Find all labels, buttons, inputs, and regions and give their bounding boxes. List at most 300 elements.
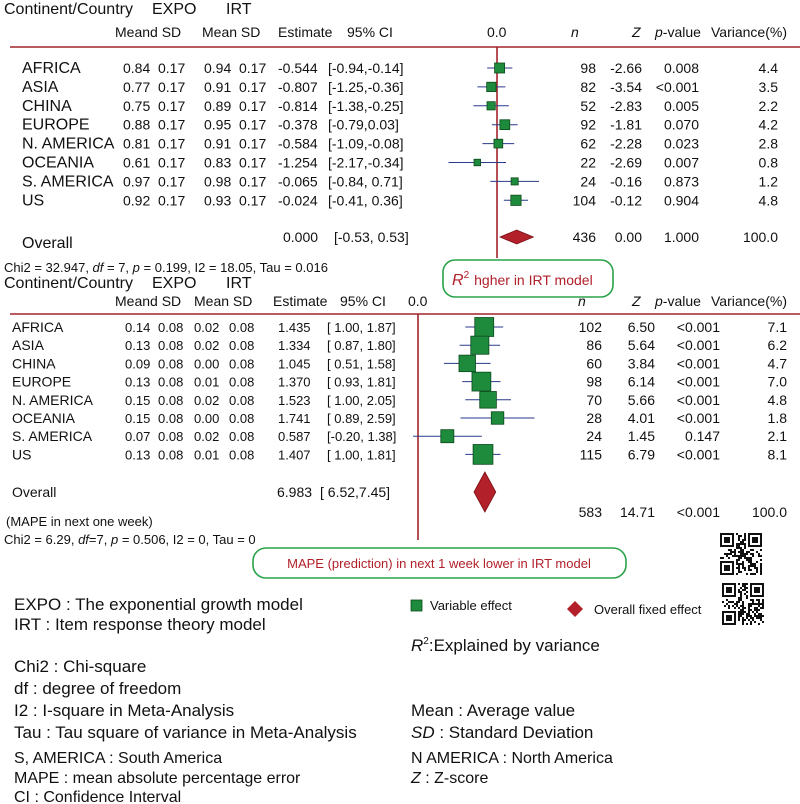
qr-module xyxy=(754,565,756,567)
qr-module xyxy=(744,583,746,585)
p1-row-5-estimate: -1.254 xyxy=(278,154,318,171)
p2-row-0-sd1: 0.08 xyxy=(158,320,184,335)
p1-row-1-variance: 3.5 xyxy=(758,78,778,95)
p1-row-4-z: -2.28 xyxy=(610,135,642,152)
p1-overall-label: Overall xyxy=(22,235,73,252)
p2-row-3-sd2: 0.08 xyxy=(229,374,255,390)
p2-row-1-n: 86 xyxy=(586,337,602,354)
p1-row-5-mean2: 0.83 xyxy=(204,154,232,171)
qr-module xyxy=(746,615,748,617)
qr-module xyxy=(740,551,742,553)
p1-header-model1: EXPO xyxy=(152,1,197,18)
glossary-expo: EXPO : The exponential growth model xyxy=(14,595,303,614)
p2-row-3-label: EUROPE xyxy=(12,373,72,390)
qr-module xyxy=(752,619,754,621)
p2-row-1-mean1: 0.13 xyxy=(125,338,151,354)
p2-row-6-estimate: 0.587 xyxy=(278,429,311,445)
qr-module xyxy=(738,567,740,569)
p1-stats-p: p xyxy=(132,260,140,275)
p1-row-2-sd2: 0.17 xyxy=(239,97,267,114)
qr-module xyxy=(758,553,760,555)
p2-row-1-ci: [ 0.87, 1.80] xyxy=(327,338,396,354)
qr-module xyxy=(760,571,762,573)
p2-rows xyxy=(12,318,787,465)
qr-module xyxy=(746,613,748,615)
p1-row-2-mean2: 0.89 xyxy=(204,97,232,114)
p1-row-2-p: 0.005 xyxy=(663,97,699,114)
p1-row-3-effect-marker xyxy=(500,120,510,130)
qr-module xyxy=(730,551,732,553)
qr-module xyxy=(760,565,762,567)
p1-stats-mid2: = 0.199, I2 = 18.05, Tau = 0.016 xyxy=(139,260,328,275)
qr-module xyxy=(750,557,752,559)
qr-module xyxy=(754,607,756,609)
p1-row-0-variance: 4.4 xyxy=(758,60,778,76)
p1-header-p-suffix: -value xyxy=(662,24,701,40)
qr-module xyxy=(750,573,752,575)
p1-row-3-label: EUROPE xyxy=(22,116,90,134)
qr-module xyxy=(752,563,754,565)
qr-module xyxy=(738,601,740,603)
legend-r2-sup: 2 xyxy=(423,636,429,647)
p1-row-6-p: 0.873 xyxy=(663,173,699,190)
p2-note: (MAPE in next one week) xyxy=(6,514,153,529)
p2-row-3-p: <0.001 xyxy=(676,373,720,390)
p1-row-7-estimate: -0.024 xyxy=(278,192,318,209)
qr-module xyxy=(738,583,740,585)
qr-module xyxy=(752,555,754,557)
p1-overall-p: 1.000 xyxy=(663,229,699,245)
qr-module xyxy=(748,609,750,611)
qr-module xyxy=(756,617,758,619)
p2-overall-variance: 100.0 xyxy=(751,504,787,520)
p1-row-3-estimate: -0.378 xyxy=(278,116,318,133)
p2-row-4-effect-marker xyxy=(480,391,497,408)
p2-row-6-mean1: 0.07 xyxy=(125,429,151,445)
p2-row-3-estimate: 1.370 xyxy=(278,374,311,390)
p2-overall-diamond-group xyxy=(474,472,496,512)
qr-module xyxy=(760,615,762,617)
qr-module xyxy=(730,601,732,603)
legend-r2-text: :Explained by variance xyxy=(428,636,600,655)
qr-module xyxy=(738,597,740,599)
p2-row-1-variance: 6.2 xyxy=(767,337,787,354)
p2-row-2-estimate: 1.045 xyxy=(278,356,311,372)
qr-module xyxy=(760,603,762,605)
p1-row-2-n: 52 xyxy=(580,97,596,114)
p1-row-3-sd2: 0.17 xyxy=(239,116,267,133)
p2-row-1-sd2: 0.08 xyxy=(229,338,255,354)
qr-module xyxy=(738,559,740,561)
p1-row-0-p: 0.008 xyxy=(663,60,699,76)
qr-module xyxy=(750,569,752,571)
qr-module xyxy=(736,603,738,605)
qr-module xyxy=(728,601,730,603)
p1-row-4-estimate: -0.584 xyxy=(278,135,318,152)
qr-module xyxy=(746,573,748,575)
qr-module xyxy=(732,551,734,553)
qr-module xyxy=(742,611,744,613)
qr-module xyxy=(742,561,744,563)
p2-row-1-effect-marker xyxy=(471,336,489,354)
qr-module xyxy=(754,621,756,623)
p1-row-0-effect-marker xyxy=(495,63,505,73)
p2-row-7-z: 6.79 xyxy=(627,446,655,463)
qr-module xyxy=(738,545,740,547)
p1-row-5-sd1: 0.17 xyxy=(158,154,186,171)
qr-module xyxy=(746,597,748,599)
glossary-s-america: S, AMERICA : South America xyxy=(14,750,223,767)
qr-module xyxy=(762,615,764,617)
p2-overall-z: 14.71 xyxy=(619,504,655,520)
p2-row-3-ci: [ 0.93, 1.81] xyxy=(327,374,396,390)
glossary-sd xyxy=(411,723,593,742)
p1-row-1-effect-marker xyxy=(487,82,496,91)
qr-module xyxy=(738,607,740,609)
qr-module xyxy=(744,557,746,559)
qr-module xyxy=(750,623,752,625)
p2-row-3-n: 98 xyxy=(586,373,602,390)
p2-row-4-ci: [ 1.00, 2.05] xyxy=(327,392,396,408)
qr-module xyxy=(734,607,736,609)
qr-module xyxy=(744,535,746,537)
p2-row-0-sd2: 0.08 xyxy=(229,320,255,335)
qr-module xyxy=(736,559,738,561)
qr-module xyxy=(758,555,760,557)
p1-row-3-mean1: 0.88 xyxy=(123,116,151,133)
qr-module xyxy=(750,561,752,563)
p2-row-6-label: S. AMERICA xyxy=(12,428,93,445)
p2-row-1-z: 5.64 xyxy=(627,337,655,354)
qr-module xyxy=(742,623,744,625)
qr-module xyxy=(758,623,760,625)
p2-row-6-ci: [-0.20, 1.38] xyxy=(327,429,397,445)
glossary-mean: Mean : Average value xyxy=(411,701,576,720)
p1-row-4-effect-marker xyxy=(494,139,503,148)
p2-overall-p: <0.001 xyxy=(676,504,720,520)
p2-row-5-p: <0.001 xyxy=(676,410,720,426)
p1-row-1-ci: [-1.25,-0.36] xyxy=(328,78,404,95)
p2-row-3-mean2: 0.01 xyxy=(194,374,220,390)
qr-module xyxy=(742,563,744,565)
p1-header-model2: IRT xyxy=(226,1,252,18)
p2-row-6-p: 0.147 xyxy=(684,428,720,445)
p2-row-4-variance: 4.8 xyxy=(767,391,787,408)
qr-module xyxy=(756,599,758,601)
p2-overall-ci: [ 6.52,7.45] xyxy=(320,484,391,500)
qr-module xyxy=(720,557,722,559)
qr-module xyxy=(754,609,756,611)
p2-row-4-label: N. AMERICA xyxy=(12,391,93,408)
p2-header-meansd2: Mean SD xyxy=(194,293,253,309)
p1-row-7-p: 0.904 xyxy=(663,192,699,209)
p2-row-6-variance: 2.1 xyxy=(767,428,787,445)
qr-module xyxy=(746,591,748,593)
qr-module xyxy=(760,559,762,561)
qr-module xyxy=(762,621,764,623)
qr-finder-inner xyxy=(724,565,730,571)
p2-row-7-ci: [ 1.00, 1.81] xyxy=(327,447,396,463)
qr-module xyxy=(752,617,754,619)
qr-module xyxy=(754,615,756,617)
p1-row-7-mean1: 0.92 xyxy=(123,192,151,209)
p1-overall-diamond-group xyxy=(500,230,533,244)
qr-module xyxy=(758,599,760,601)
qr-module xyxy=(750,599,752,601)
qr-module xyxy=(738,611,740,613)
p1-row-1-p: <0.001 xyxy=(655,78,699,95)
qr-module xyxy=(760,567,762,569)
p2-header-ci: 95% CI xyxy=(340,293,386,309)
qr-module xyxy=(750,563,752,565)
p2-row-3-mean1: 0.13 xyxy=(125,374,151,390)
p1-header-zero: 0.0 xyxy=(487,24,507,40)
qr-module xyxy=(726,555,728,557)
p1-overall-n: 436 xyxy=(572,229,596,245)
p2-stats-p: p xyxy=(110,532,119,547)
qr-module xyxy=(758,609,760,611)
p1-overall-z: 0.00 xyxy=(614,229,642,245)
qr-module xyxy=(748,561,750,563)
qr-module xyxy=(742,539,744,541)
p2-row-4-mean1: 0.15 xyxy=(125,392,151,408)
p2-row-5-mean2: 0.00 xyxy=(194,411,220,426)
qr-module xyxy=(728,553,730,555)
qr-code-bottom xyxy=(722,583,764,625)
qr-module xyxy=(728,607,730,609)
legend-r2-label: R xyxy=(411,636,424,655)
p2-stats-prefix: Chi2 = 6.29, xyxy=(4,532,79,547)
p2-row-4-mean2: 0.02 xyxy=(194,392,220,408)
p2-row-7-mean1: 0.13 xyxy=(125,447,151,463)
p1-row-0-mean2: 0.94 xyxy=(204,60,232,76)
p1-row-3-mean2: 0.95 xyxy=(204,116,232,133)
qr-finder-inner xyxy=(754,587,760,593)
glossary-z-label: Z xyxy=(411,770,421,787)
qr-module xyxy=(742,567,744,569)
qr-module xyxy=(750,603,752,605)
p1-row-7-ci: [-0.41, 0.36] xyxy=(328,192,403,209)
legend-r2-note xyxy=(411,636,600,655)
qr-module xyxy=(750,559,752,561)
p2-row-2-p: <0.001 xyxy=(676,355,720,372)
p1-header-meansd2: Mean SD xyxy=(202,24,261,40)
qr-module xyxy=(742,549,744,551)
p1-row-0-mean1: 0.84 xyxy=(123,60,151,76)
qr-module xyxy=(762,601,764,603)
qr-module xyxy=(740,549,742,551)
qr-module xyxy=(742,617,744,619)
qr-module xyxy=(738,557,740,559)
p1-row-7-n: 104 xyxy=(572,192,596,209)
p1-header-n: n xyxy=(571,24,579,40)
qr-module xyxy=(754,573,756,575)
qr-module xyxy=(742,551,744,553)
p1-row-1-sd2: 0.17 xyxy=(239,78,267,95)
p2-overall-label: Overall xyxy=(12,484,57,500)
p2-row-5-variance: 1.8 xyxy=(767,410,787,426)
qr-finder-inner xyxy=(724,537,730,543)
qr-module xyxy=(738,537,740,539)
qr-module xyxy=(736,601,738,603)
p1-row-5-variance: 0.8 xyxy=(758,154,778,171)
qr-module xyxy=(752,553,754,555)
qr-module xyxy=(744,555,746,557)
p1-overall-estimate: 0.000 xyxy=(283,229,319,245)
p2-row-4-sd1: 0.08 xyxy=(158,392,184,408)
p2-row-7-effect-marker xyxy=(473,444,493,464)
p1-rows xyxy=(22,60,778,209)
qr-module xyxy=(744,533,746,535)
p1-stats-line xyxy=(4,260,328,275)
p1-callout-sup: 2 xyxy=(463,270,470,281)
p2-row-5-effect-marker xyxy=(491,412,504,425)
qr-module xyxy=(740,557,742,559)
legend-variable-effect-swatch xyxy=(411,600,422,611)
p1-row-0-estimate: -0.544 xyxy=(278,60,318,76)
p2-row-2-mean1: 0.09 xyxy=(125,356,151,372)
qr-module xyxy=(744,611,746,613)
p2-row-6-mean2: 0.02 xyxy=(194,429,220,445)
qr-module xyxy=(758,605,760,607)
p1-row-3-ci: [-0.79,0.03] xyxy=(328,116,399,133)
p1-row-2-mean1: 0.75 xyxy=(123,97,151,114)
glossary-n-america: N AMERICA : North America xyxy=(411,750,613,767)
p1-row-2-sd1: 0.17 xyxy=(158,97,186,114)
p1-row-6-variance: 1.2 xyxy=(758,173,778,190)
p1-row-1-z: -3.54 xyxy=(610,78,642,95)
p1-callout-body: hgher in IRT model xyxy=(474,272,593,288)
qr-module xyxy=(762,599,764,601)
p1-row-2-z: -2.83 xyxy=(610,97,642,114)
p1-row-5-ci: [-2.17,-0.34] xyxy=(328,154,404,171)
p1-row-4-p: 0.023 xyxy=(663,135,699,152)
qr-module xyxy=(760,569,762,571)
p1-row-0-n: 98 xyxy=(580,60,596,76)
qr-module xyxy=(758,617,760,619)
p1-row-0-ci: [-0.94,-0.14] xyxy=(328,60,404,76)
p1-row-7-variance: 4.8 xyxy=(758,192,778,209)
qr-module xyxy=(752,549,754,551)
qr-module xyxy=(742,543,744,545)
qr-module xyxy=(740,535,742,537)
qr-module xyxy=(740,599,742,601)
p2-overall-n: 583 xyxy=(578,504,602,520)
qr-module xyxy=(726,553,728,555)
qr-module xyxy=(740,591,742,593)
glossary-ci: CI : Confidence Interval xyxy=(14,789,182,804)
qr-module xyxy=(744,547,746,549)
p1-row-7-effect-marker xyxy=(511,195,521,205)
p1-row-3-sd1: 0.17 xyxy=(158,116,186,133)
p2-row-7-variance: 8.1 xyxy=(767,446,787,463)
p2-row-5-n: 28 xyxy=(586,410,602,426)
p1-row-5-sd2: 0.17 xyxy=(239,154,267,171)
qr-module xyxy=(738,535,740,537)
qr-module xyxy=(736,533,738,535)
qr-module xyxy=(758,603,760,605)
qr-module xyxy=(742,619,744,621)
p2-row-2-sd1: 0.08 xyxy=(158,356,184,372)
p1-stats-mid1: = 7, xyxy=(103,260,133,275)
p1-row-4-n: 62 xyxy=(580,135,596,152)
p2-row-2-ci: [ 0.51, 1.58] xyxy=(327,356,396,372)
p2-row-2-sd2: 0.08 xyxy=(229,356,255,372)
qr-module xyxy=(724,605,726,607)
p2-row-6-sd2: 0.08 xyxy=(229,429,255,445)
p2-row-5-ci: [ 0.89, 2.59] xyxy=(327,411,396,426)
qr-module xyxy=(758,615,760,617)
qr-module xyxy=(732,601,734,603)
qr-module xyxy=(744,537,746,539)
p1-row-6-mean1: 0.97 xyxy=(123,173,151,190)
p2-row-5-label: OCEANIA xyxy=(12,410,76,426)
qr-module xyxy=(742,541,744,543)
p1-row-5-label: OCEANIA xyxy=(22,154,95,172)
qr-module xyxy=(752,573,754,575)
qr-module xyxy=(744,593,746,595)
p2-row-2-z: 3.84 xyxy=(627,355,655,372)
p1-row-2-ci: [-1.38,-0.25] xyxy=(328,97,404,114)
qr-module xyxy=(752,601,754,603)
qr-module xyxy=(740,595,742,597)
qr-module xyxy=(746,595,748,597)
p2-row-0-p: <0.001 xyxy=(676,319,720,335)
qr-module xyxy=(746,559,748,561)
qr-finder-inner xyxy=(752,537,758,543)
qr-module xyxy=(746,553,748,555)
p2-header-n: n xyxy=(578,293,586,309)
p1-row-4-variance: 2.8 xyxy=(758,135,778,152)
p1-row-5-z: -2.69 xyxy=(610,154,642,171)
p2-header-pvalue xyxy=(654,293,701,309)
qr-module xyxy=(756,611,758,613)
qr-module xyxy=(750,617,752,619)
p1-row-7-sd1: 0.17 xyxy=(158,192,186,209)
p2-row-0-mean2: 0.02 xyxy=(194,320,220,335)
qr-module xyxy=(732,555,734,557)
qr-module xyxy=(740,555,742,557)
qr-module xyxy=(760,549,762,551)
qr-module xyxy=(738,599,740,601)
qr-module xyxy=(760,617,762,619)
p1-row-4-mean2: 0.91 xyxy=(204,135,232,152)
p2-row-7-mean2: 0.01 xyxy=(194,447,220,463)
qr-module xyxy=(742,621,744,623)
qr-module xyxy=(752,565,754,567)
qr-module xyxy=(738,539,740,541)
qr-module xyxy=(756,609,758,611)
qr-module xyxy=(728,549,730,551)
p1-row-0-label: AFRICA xyxy=(22,60,81,77)
qr-module xyxy=(736,555,738,557)
qr-module xyxy=(742,607,744,609)
qr-module xyxy=(734,553,736,555)
qr-module xyxy=(734,551,736,553)
p1-overall-ci: [-0.53, 0.53] xyxy=(334,229,409,245)
p1-row-4-sd1: 0.17 xyxy=(158,135,186,152)
qr-module xyxy=(740,541,742,543)
p1-row-0-sd2: 0.17 xyxy=(239,60,267,76)
p1-row-4-ci: [-1.09,-0.08] xyxy=(328,135,404,152)
qr-module xyxy=(746,557,748,559)
qr-module xyxy=(736,567,738,569)
p2-row-2-label: CHINA xyxy=(12,355,56,372)
p2-row-4-z: 5.66 xyxy=(627,391,655,408)
qr-module xyxy=(748,557,750,559)
p2-row-0-variance: 7.1 xyxy=(767,319,787,335)
p1-row-5-n: 22 xyxy=(580,154,596,171)
